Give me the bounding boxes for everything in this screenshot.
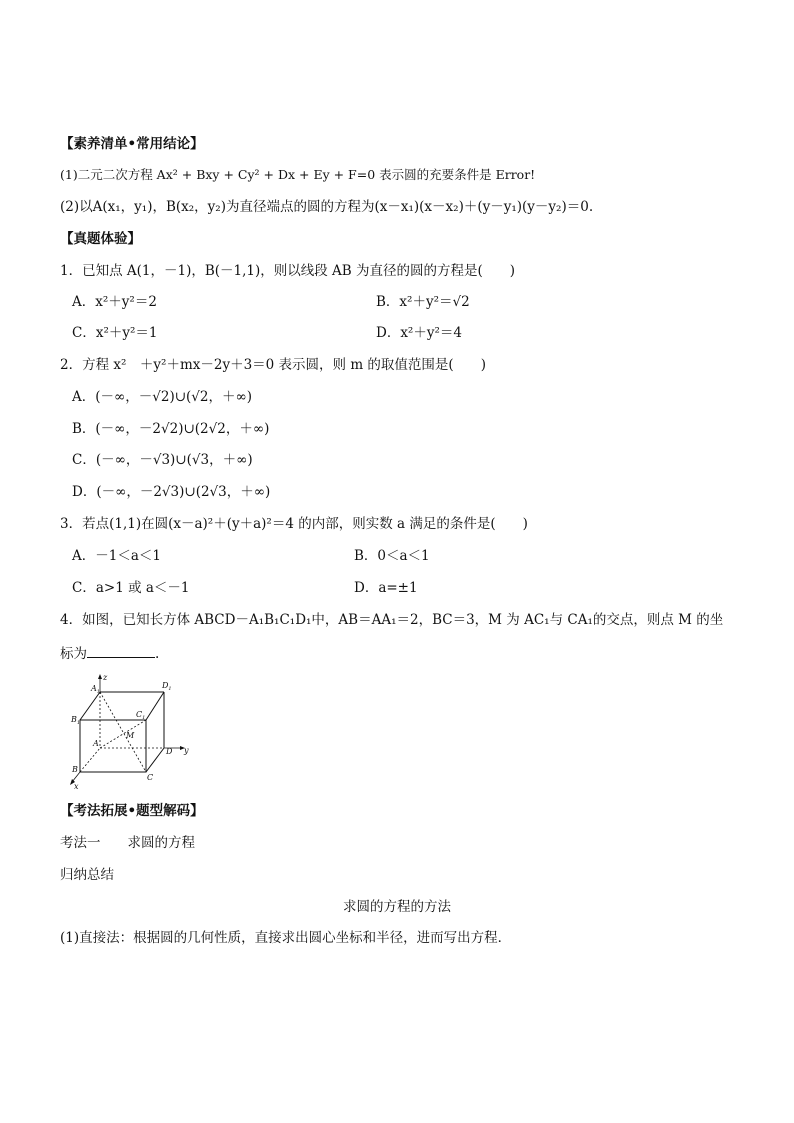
method-heading: 考法一 求圆的方程	[60, 835, 195, 851]
question-2-option-c: C．(－∞，－√3)∪(√3，＋∞)	[72, 452, 253, 468]
question-1-option-a: A．x²＋y²＝2	[72, 294, 157, 310]
label-a1: $A_1$	[91, 684, 100, 695]
question-3-option-d: D．a=±1	[354, 580, 418, 596]
diagonal-a-c1	[100, 720, 146, 748]
edge-b1-a1	[80, 692, 100, 720]
question-4-stem-prefix: 标为	[60, 646, 87, 662]
label-d1: $D_1$	[162, 681, 172, 692]
label-y: y	[184, 746, 189, 755]
label-b1: $B_1$	[71, 715, 81, 726]
label-m: M	[126, 731, 135, 740]
question-4-stem: 4．如图，已知长方体 ABCD－A₁B₁C₁D₁中，AB＝AA₁＝2，BC＝3，M 为 AC₁与 CA₁的交点，则点 M 的坐	[60, 612, 724, 628]
question-2-option-d: D．(－∞，－2√3)∪(2√3，＋∞)	[72, 484, 271, 500]
cuboid-diagram	[68, 672, 200, 790]
section-title-conclusions: 【素养清单•常用结论】	[60, 136, 204, 152]
question-3-option-a: A．－1＜a＜1	[72, 548, 161, 564]
label-d: D	[166, 747, 173, 756]
diagonal-a1-c	[100, 692, 146, 772]
method-summary: 归纳总结	[60, 867, 114, 883]
question-2-stem: 2．方程 x² ＋y²＋mx－2y＋3＝0 表示圆，则 m 的取值范围是( )	[60, 357, 486, 373]
edge-c-d	[146, 748, 164, 772]
method-item-1: (1)直接法：根据圆的几何性质，直接求出圆心坐标和半径，进而写出方程．	[60, 930, 512, 946]
conclusion-1: (1)二元二次方程 Ax² + Bxy + Cy² + Dx + Ey + F=0 表示圆的充要条件是 Error!	[60, 167, 536, 182]
cuboid-front-face	[80, 720, 146, 772]
question-1-option-c: C．x²＋y²＝1	[72, 325, 158, 341]
conclusion-2: (2)以A(x₁，y₁)，B(x₂，y₂)为直径端点的圆的方程为(x－x₁)(x－x₂)＋(y－y₁)(y－y₂)＝0.	[60, 199, 594, 215]
label-b: B	[72, 765, 78, 774]
answer-blank[interactable]	[87, 643, 155, 658]
cuboid-figure	[68, 672, 200, 790]
question-1-stem: 1．已知点 A(1，－1)，B(－1,1)，则以线段 AB 为直径的圆的方程是( )	[60, 263, 516, 279]
label-c: C	[147, 773, 154, 782]
method-center-title: 求圆的方程的方法	[343, 899, 451, 915]
label-z: z	[103, 673, 108, 682]
question-1-option-b: B．x²＋y²＝√2	[376, 294, 470, 310]
question-3-option-c: C．a>1 或 a＜－1	[72, 580, 190, 596]
label-x: x	[74, 782, 79, 790]
z-axis-arrow	[98, 674, 102, 679]
question-1-option-d: D．x²＋y²＝4	[376, 325, 462, 341]
label-c1: $C_1$	[136, 710, 146, 721]
question-3-option-b: B．0＜a＜1	[354, 548, 430, 564]
question-3-stem: 3．若点(1,1)在圆(x－a)²＋(y＋a)²＝4 的内部，则实数 a 满足的条件是( )	[60, 516, 528, 532]
question-4-stem-end: .	[155, 646, 160, 662]
edge-c1-d1	[146, 692, 164, 720]
question-2-option-b: B．(－∞，－2√2)∪(2√2，＋∞)	[72, 421, 270, 437]
section-title-methods: 【考法拓展•题型解码】	[60, 803, 204, 819]
question-2-option-a: A．(－∞，－√2)∪(√2，＋∞)	[72, 389, 253, 405]
label-a: A	[93, 739, 99, 748]
section-title-practice: 【真题体验】	[60, 231, 141, 247]
edge-b-a-hidden	[80, 748, 100, 772]
question-4-stem-continued	[60, 643, 159, 663]
